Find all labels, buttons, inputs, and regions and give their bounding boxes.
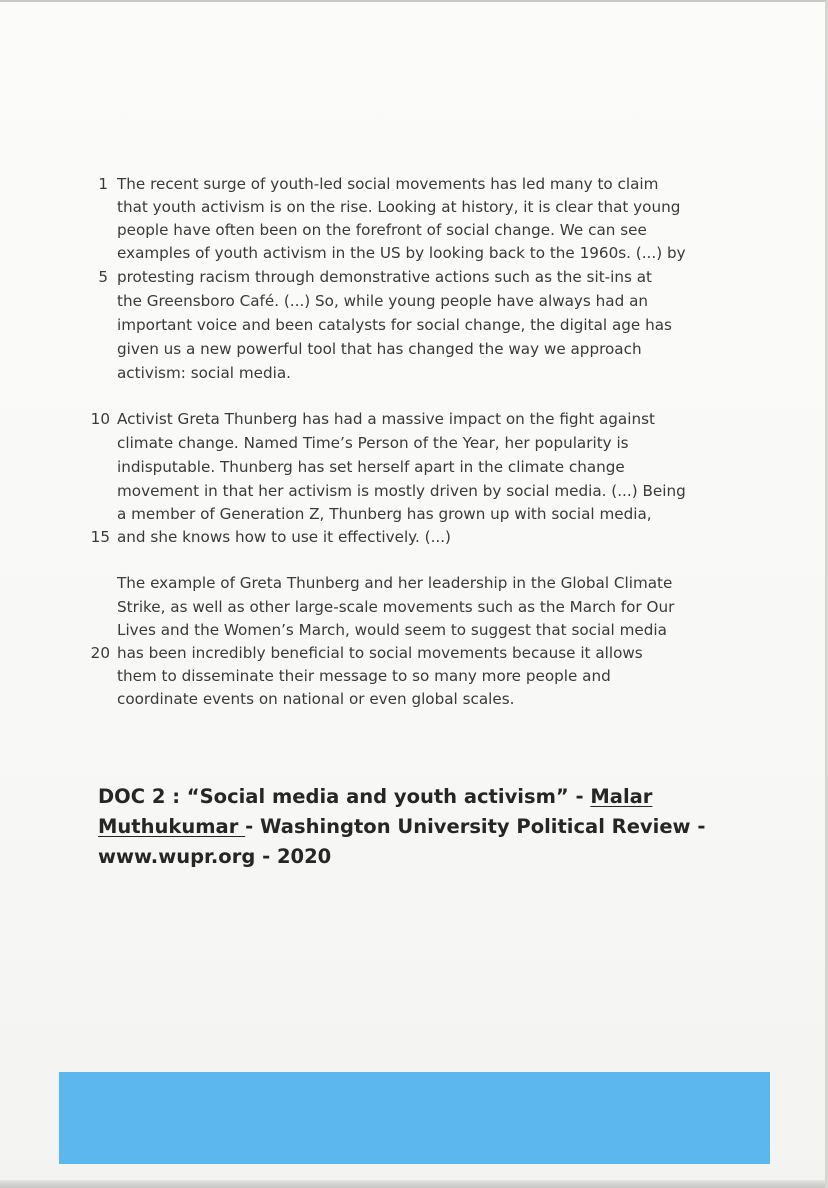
text-line: Strike, as well as other large-scale movements such as the March for Our <box>117 598 675 616</box>
line-number: 10 <box>90 410 110 428</box>
text-line: activism: social media. <box>117 364 291 382</box>
blue-banner <box>59 1072 770 1164</box>
text-line: a member of Generation Z, Thunberg has grown up with social media, <box>117 505 652 523</box>
text-line: Activist Greta Thunberg has had a massive impact on the fight against <box>117 410 655 428</box>
line-number: 20 <box>90 644 110 662</box>
text-line: indisputable. Thunberg has set herself apart in the climate change <box>117 458 625 476</box>
caption-prefix: DOC 2 : “Social media and youth activism” - <box>98 785 591 808</box>
document-source-caption <box>98 782 738 872</box>
text-line: the Greensboro Café. (...) So, while young people have always had an <box>117 292 648 310</box>
text-line: movement in that her activism is mostly driven by social media. (...) Being <box>117 482 686 500</box>
text-line: important voice and been catalysts for social change, the digital age has <box>117 316 672 334</box>
line-number: 5 <box>98 268 108 286</box>
text-line: coordinate events on national or even global scales. <box>117 690 515 708</box>
text-line: climate change. Named Time’s Person of the Year, her popularity is <box>117 434 629 452</box>
text-line: examples of youth activism in the US by looking back to the 1960s. (...) by <box>117 244 686 262</box>
text-line: given us a new powerful tool that has changed the way we approach <box>117 340 642 358</box>
text-line: that youth activism is on the rise. Looking at history, it is clear that young <box>117 198 681 216</box>
text-line: The recent surge of youth-led social movements has led many to claim <box>117 175 659 193</box>
text-line: them to disseminate their message to so many more people and <box>117 667 611 685</box>
text-line: people have often been on the forefront of social change. We can see <box>117 221 647 239</box>
page-edge-shadow <box>0 1180 828 1188</box>
line-number: 15 <box>90 528 110 546</box>
text-line: and she knows how to use it effectively. (...) <box>117 528 451 546</box>
caption-author: Malar Muthukumar <box>98 785 653 838</box>
text-line: Lives and the Women’s March, would seem to suggest that social media <box>117 621 667 639</box>
caption-suffix: - Washington University Political Review - www.wupr.org - 2020 <box>98 815 706 868</box>
line-number: 1 <box>98 175 108 193</box>
text-line: has been incredibly beneficial to social movements because it allows <box>117 644 643 662</box>
text-line: The example of Greta Thunberg and her leadership in the Global Climate <box>117 574 673 592</box>
text-line: protesting racism through demonstrative actions such as the sit-ins at <box>117 268 652 286</box>
